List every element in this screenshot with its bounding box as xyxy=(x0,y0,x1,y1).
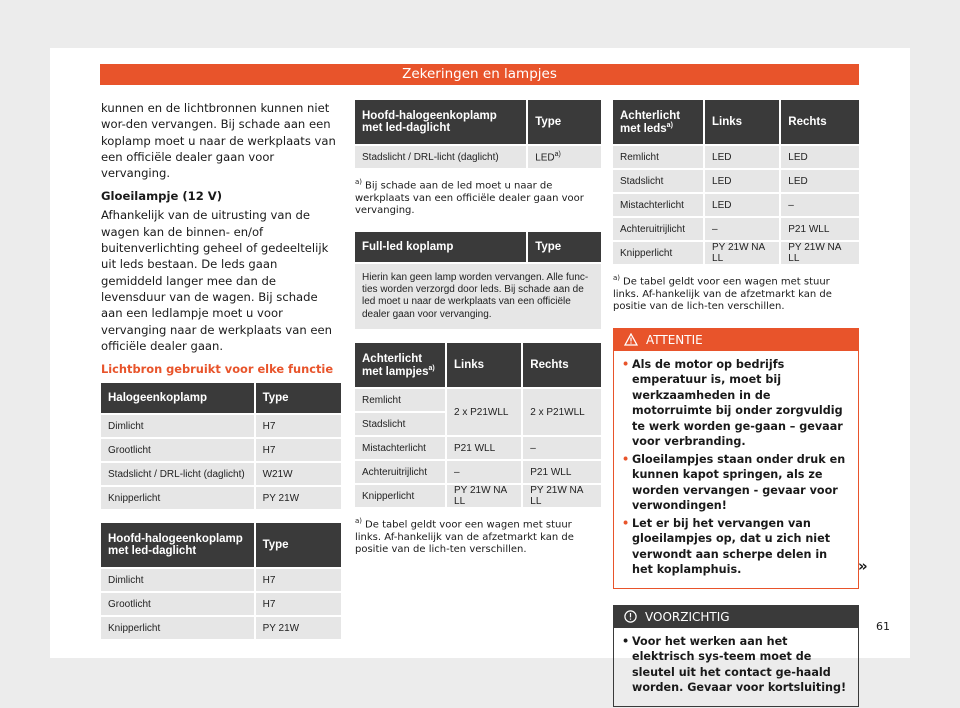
halogen-led-table xyxy=(101,523,341,639)
table-cell: PY 21W xyxy=(255,486,341,509)
footnote-mark: a) xyxy=(355,517,363,526)
table-cell: PY 21W NA LL xyxy=(522,484,601,507)
function-title: Lichtbron gebruikt voor elke functie xyxy=(101,362,334,377)
footnote-ref: a) xyxy=(428,364,435,372)
halogen-table xyxy=(101,383,341,509)
warning-item: Als de motor op bedrijfs emperatuur is, moet bij werkzaamheden in de motorruimte bij onder zorgvuldig te werk worden ge-gaan – gevaar voor verbranding. xyxy=(632,357,843,449)
table-cell: – xyxy=(780,193,859,217)
table-cell: LED xyxy=(780,145,859,169)
table-header: Type xyxy=(527,232,601,263)
table-cell: Mistachterlicht xyxy=(355,436,446,460)
footnote xyxy=(613,272,859,314)
table-cell: 2 x P21WLL xyxy=(522,388,601,436)
table-header: Links xyxy=(446,343,522,388)
table-header: Halogeenkoplamp xyxy=(101,383,255,414)
bullet-icon: • xyxy=(622,516,630,530)
column-1 xyxy=(101,100,341,639)
table-cell: Achteruitrijlicht xyxy=(613,217,704,241)
caution-header xyxy=(614,606,858,628)
gloeilampje-paragraph: Afhankelijk van de uitrusting van de wagen kan de binnen- en/of buitenverlichting geheel of gedeeltelijk uit leds bestaan. De leds gaan gemiddeld langer mee dan de levensduur van de wagen. Bij schade aan een ledlampje moet u voor vervanging naar de werkplaats van een officiële dealer gaan. xyxy=(101,208,333,353)
list-item xyxy=(622,634,850,696)
cell-value: LED xyxy=(535,152,555,164)
footnote-text: De tabel geldt voor een wagen met stuur links. Af-hankelijk van de afzetmarkt kan de positie van de lich-ten verschillen. xyxy=(613,276,832,313)
footnote xyxy=(355,176,601,218)
warning-title: ATTENTIE xyxy=(646,332,703,347)
table-cell: Dimlicht xyxy=(101,568,255,592)
table-cell: P21 WLL xyxy=(446,436,522,460)
footnote-text: De tabel geldt voor een wagen met stuur links. Af-hankelijk van de afzetmarkt kan de positie van de lich-ten verschillen. xyxy=(355,519,574,556)
warning-body xyxy=(614,351,858,588)
table-cell: Stadslicht / DRL-licht (daglicht) xyxy=(355,145,527,168)
column-3 xyxy=(613,100,859,707)
table-header xyxy=(613,100,704,145)
caution-title: VOORZICHTIG xyxy=(645,609,730,624)
table-cell: – xyxy=(704,217,780,241)
list-item xyxy=(622,452,850,514)
footnote-ref: a) xyxy=(666,121,673,129)
header-text: Achterlicht met leds xyxy=(620,109,681,135)
list-item xyxy=(622,357,850,450)
footnote-mark: a) xyxy=(613,274,621,282)
rear-lamp-table xyxy=(355,343,601,507)
table-header: Hoofd-halogeenkoplamp met led-daglicht xyxy=(355,100,527,145)
table-header: Full-led koplamp xyxy=(355,232,527,263)
table-cell: Grootlicht xyxy=(101,592,255,616)
table-cell: PY 21W xyxy=(255,616,341,639)
page-number: 61 xyxy=(876,620,890,633)
gloeilampje-heading: Gloeilampje (12 V) xyxy=(101,189,223,204)
table-cell: Knipperlicht xyxy=(101,486,255,509)
warning-item: Gloeilampjes staan onder druk en kunnen kapot springen, als ze worden vervangen - gevaar voor verwondingen! xyxy=(632,452,846,513)
full-led-table xyxy=(355,232,601,329)
list-item xyxy=(622,516,850,578)
table-cell: PY 21W NA LL xyxy=(780,241,859,264)
column-2 xyxy=(355,100,601,571)
table-header: Links xyxy=(704,100,780,145)
bullet-icon: • xyxy=(622,452,630,466)
table-cell: – xyxy=(446,460,522,484)
table-cell: Remlicht xyxy=(355,388,446,412)
table-cell: Grootlicht xyxy=(101,438,255,462)
header-text: Achterlicht met lampjes xyxy=(362,352,429,378)
intro-paragraph: kunnen en de lichtbronnen kunnen niet wor-den vervangen. Bij schade aan een koplamp moet u naar de werkplaats van een officiële dealer gaan voor vervanging. xyxy=(101,101,336,181)
warning-item: Let er bij het vervangen van gloeilampjes op, dat u zich niet verwondt aan scherpe delen in het koplamphuis. xyxy=(632,516,831,577)
table-cell: Knipperlicht xyxy=(613,241,704,264)
table-cell: LED xyxy=(704,193,780,217)
footnote-text: Bij schade aan de led moet u naar de werkplaats van een officiële dealer gaan voor vervanging. xyxy=(355,180,584,217)
table-cell: H7 xyxy=(255,592,341,616)
table-cell: Stadslicht / DRL-licht (daglicht) xyxy=(101,462,255,486)
table-cell: Mistachterlicht xyxy=(613,193,704,217)
table-cell: W21W xyxy=(255,462,341,486)
table-header: Hoofd-halogeenkoplamp met led-daglicht xyxy=(101,523,255,568)
info-circle-icon xyxy=(624,610,637,623)
caution-box xyxy=(613,605,859,707)
table-cell: Stadslicht xyxy=(613,169,704,193)
table-cell: Remlicht xyxy=(613,145,704,169)
table-cell xyxy=(527,145,601,168)
table-header: Rechts xyxy=(522,343,601,388)
caution-body xyxy=(614,628,858,706)
table-cell: Achteruitrijlicht xyxy=(355,460,446,484)
table-cell: – xyxy=(522,436,601,460)
table-cell: 2 x P21WLL xyxy=(446,388,522,436)
footnote-ref: a) xyxy=(554,150,561,158)
table-cell: LED xyxy=(704,169,780,193)
bullet-icon: • xyxy=(622,357,630,371)
table-header: Type xyxy=(255,523,341,568)
footnote-mark: a) xyxy=(355,178,363,186)
drl-table xyxy=(355,100,601,168)
caution-item: Voor het werken aan het elektrisch sys-teem moet de sleutel uit het contact ge-haald worden. Gevaar voor kortsluiting! xyxy=(632,634,847,695)
warning-box xyxy=(613,328,859,589)
rear-led-table xyxy=(613,100,859,264)
table-cell: LED xyxy=(704,145,780,169)
table-cell: LED xyxy=(780,169,859,193)
table-cell: H7 xyxy=(255,568,341,592)
table-cell: Stadslicht xyxy=(355,412,446,436)
table-cell: PY 21W NA LL xyxy=(704,241,780,264)
footnote xyxy=(355,515,601,557)
table-cell: H7 xyxy=(255,438,341,462)
section-header: Zekeringen en lampjes xyxy=(100,64,859,85)
table-header: Type xyxy=(527,100,601,145)
table-header: Type xyxy=(255,383,341,414)
bullet-icon: • xyxy=(622,634,630,648)
warning-header xyxy=(614,329,858,351)
table-cell: Knipperlicht xyxy=(101,616,255,639)
table-cell: H7 xyxy=(255,414,341,438)
continue-mark: » xyxy=(858,557,868,575)
table-header xyxy=(355,343,446,388)
table-cell: PY 21W NA LL xyxy=(446,484,522,507)
warning-triangle-icon xyxy=(624,333,638,346)
table-cell: Knipperlicht xyxy=(355,484,446,507)
table-description: Hierin kan geen lamp worden vervangen. Alle func-ties worden verzorgd door leds. Bij schade aan de led moet u naar de werkplaats van een officiële dealer gaan voor vervanging. xyxy=(355,263,601,329)
table-header: Rechts xyxy=(780,100,859,145)
table-cell: P21 WLL xyxy=(780,217,859,241)
table-cell: Dimlicht xyxy=(101,414,255,438)
table-cell: P21 WLL xyxy=(522,460,601,484)
